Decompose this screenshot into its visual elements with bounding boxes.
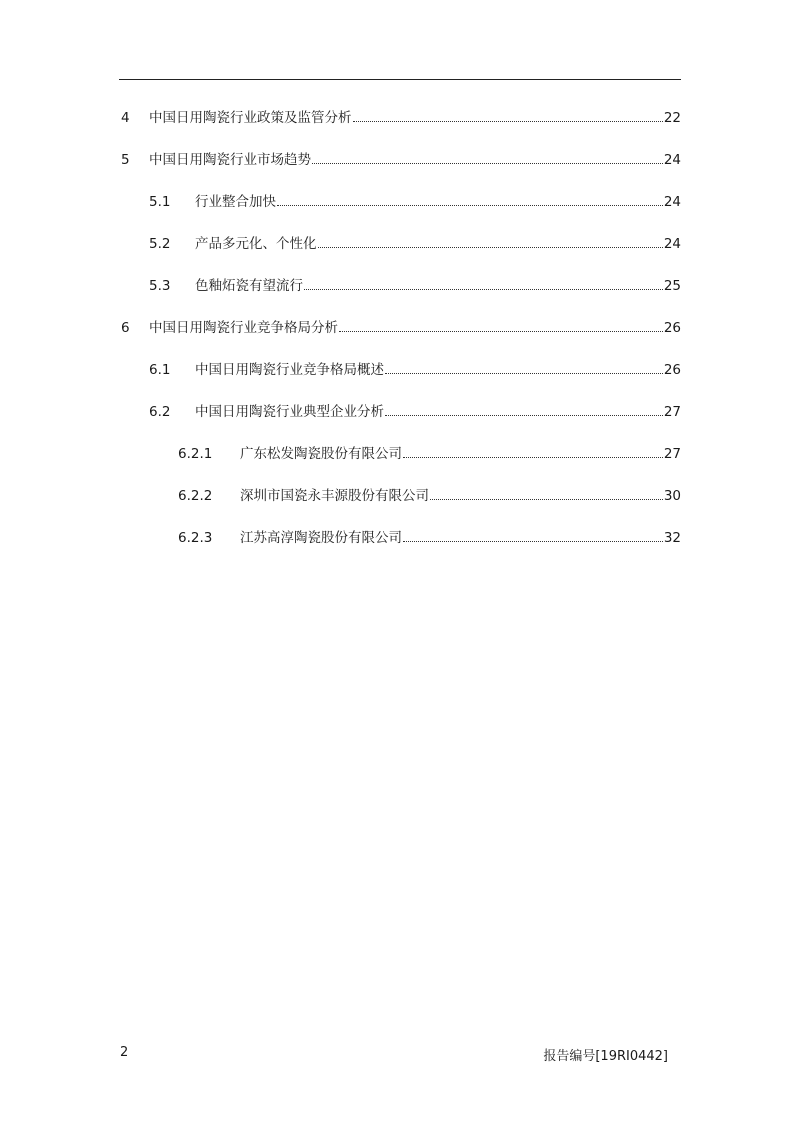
- toc-entry-6-1[interactable]: [0, 360, 800, 380]
- toc-page-number: 22: [663, 110, 681, 126]
- toc-number: 6.2.1: [178, 446, 213, 462]
- toc-title: 中国日用陶瓷行业竞争格局分析: [149, 320, 338, 336]
- toc-entry-6-2[interactable]: [0, 402, 800, 422]
- toc-page-number: 32: [663, 530, 681, 546]
- toc-leader-dots: [304, 289, 663, 290]
- toc-number: 6.2.2: [178, 488, 213, 504]
- toc-entry-5-3[interactable]: [0, 276, 800, 296]
- toc-page-number: 27: [663, 404, 681, 420]
- toc-entry-6-2-1[interactable]: [0, 444, 800, 464]
- toc-title: 中国日用陶瓷行业竞争格局概述: [195, 362, 384, 378]
- toc-leader-dots: [353, 121, 663, 122]
- toc-entry-5-1[interactable]: [0, 192, 800, 212]
- toc-title: 色釉炻瓷有望流行: [195, 278, 303, 294]
- toc-page-number: 26: [663, 362, 681, 378]
- toc-number: 5.2: [149, 236, 171, 252]
- toc-title: 深圳市国瓷永丰源股份有限公司: [240, 488, 429, 504]
- footer-page-number: 2: [120, 1045, 129, 1060]
- toc-leader-dots: [430, 499, 663, 500]
- toc-entry-6[interactable]: [0, 318, 800, 338]
- toc-page-number: 25: [663, 278, 681, 294]
- footer-report-id: 报告编号[19RI0442]: [543, 1049, 668, 1064]
- toc-leader-dots: [277, 205, 663, 206]
- toc-entry-4[interactable]: [0, 108, 800, 128]
- toc-number: 6.2: [149, 404, 171, 420]
- toc-number: 6.1: [149, 362, 171, 378]
- toc-leader-dots: [403, 541, 663, 542]
- toc-number: 5: [121, 152, 130, 168]
- toc-number: 5.3: [149, 278, 171, 294]
- toc-number: 6: [121, 320, 130, 336]
- toc-number: 6.2.3: [178, 530, 213, 546]
- toc-page-number: 27: [663, 446, 681, 462]
- toc-title: 中国日用陶瓷行业政策及监管分析: [149, 110, 352, 126]
- toc-page-number: 24: [663, 152, 681, 168]
- toc-page-number: 30: [663, 488, 681, 504]
- toc-title: 广东松发陶瓷股份有限公司: [240, 446, 402, 462]
- toc-title: 中国日用陶瓷行业市场趋势: [149, 152, 311, 168]
- toc-number: 5.1: [149, 194, 171, 210]
- toc-leader-dots: [385, 373, 663, 374]
- header-rule: [119, 79, 681, 80]
- toc-page-number: 24: [663, 194, 681, 210]
- toc-entry-5-2[interactable]: [0, 234, 800, 254]
- toc-title: 产品多元化、个性化: [195, 236, 317, 252]
- toc-page-number: 26: [663, 320, 681, 336]
- toc-title: 江苏高淳陶瓷股份有限公司: [240, 530, 402, 546]
- toc-entry-5[interactable]: [0, 150, 800, 170]
- toc-entry-6-2-3[interactable]: [0, 528, 800, 548]
- toc-leader-dots: [403, 457, 663, 458]
- toc-title: 行业整合加快: [195, 194, 276, 210]
- toc-number: 4: [121, 110, 130, 126]
- toc-page-number: 24: [663, 236, 681, 252]
- toc-leader-dots: [385, 415, 663, 416]
- toc-leader-dots: [318, 247, 663, 248]
- toc-entry-6-2-2[interactable]: [0, 486, 800, 506]
- toc-leader-dots: [312, 163, 663, 164]
- toc-title: 中国日用陶瓷行业典型企业分析: [195, 404, 384, 420]
- toc-leader-dots: [339, 331, 663, 332]
